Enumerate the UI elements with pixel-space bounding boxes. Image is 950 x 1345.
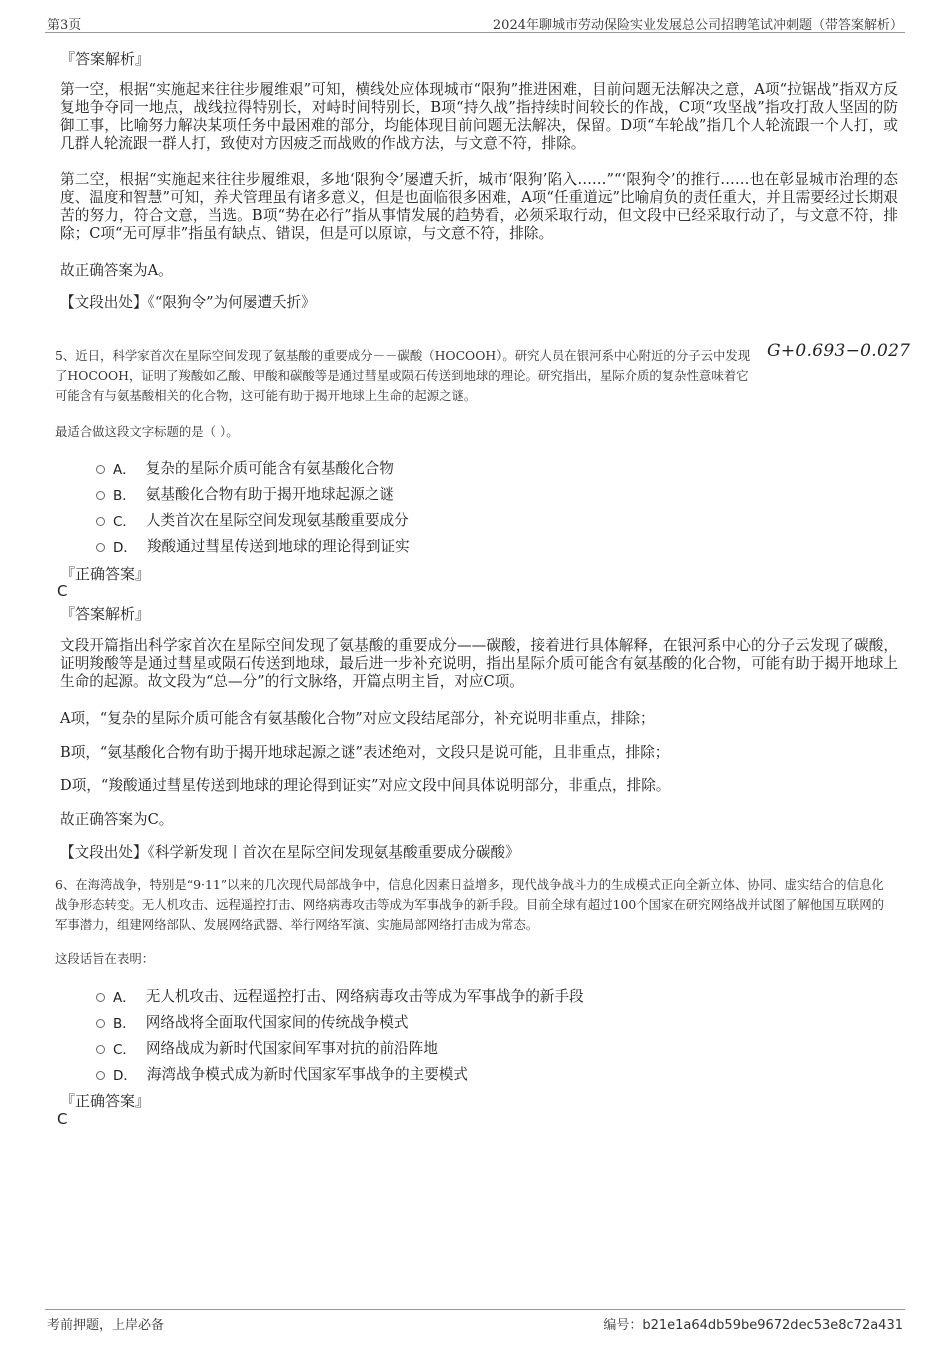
radio-icon[interactable] xyxy=(96,543,105,552)
q5-stem: 5、近日，科学家首次在星际空间发现了氨基酸的重要成分－－碳酸（HOCOOH）。研究人员在银河系中心附近的分子云中发现了HOCOOH，证明了羧酸如乙酸、甲酸和碳酸等是通过彗星或陨石传送到地球的理论。研究指出，星际介质的复杂性意味着它可能含有与氨基酸相关的化合物，这可能有助于揭开地球上生命的起源之谜。 xyxy=(55,348,751,403)
q5-source: 【文段出处】《科学新发现丨首次在星际空间发现氨基酸重要成分碳酸》 xyxy=(60,844,520,861)
footer-id-value: b21e1a64db59be9672dec53e8c72a431 xyxy=(642,1318,903,1333)
q5-answer-label: 『正确答案』 xyxy=(60,565,151,583)
q6-answer-label: 『正确答案』 xyxy=(60,1092,151,1110)
header-divider xyxy=(45,32,905,33)
option-text: 羧酸通过彗星传送到地球的理论得到证实 xyxy=(146,538,410,555)
option-text: 无人机攻击、远程遥控打击、网络病毒攻击等成为军事战争的新手段 xyxy=(145,988,584,1005)
q5-answer: C xyxy=(57,582,68,600)
q5-analysis: 文段开篇指出科学家首次在星际空间发现了氨基酸的重要成分——碳酸，接着进行具体解释，在银河系中心的分子云发现了碳酸，证明羧酸等是通过彗星或陨石传送到地球，最后进一步补充说明，指出星际介质可能含有氨基酸的化合物，可能有助于揭开地球上生命的起源。故文段为“总—分”的行文脉络，开篇点明主旨，对应C项。 xyxy=(60,637,898,690)
footer-id-label: 编号： xyxy=(603,1318,643,1333)
option-text: 海湾战争模式成为新时代国家军事战争的主要模式 xyxy=(146,1066,468,1083)
q5-explain-b: B项，“氨基酸化合物有助于揭开地球起源之谜”表述绝对，文段只是说可能，且非重点，排除； xyxy=(60,744,670,761)
document-title: 2024年聊城市劳动保险实业发展总公司招聘笔试冲刺题（带答案解析） xyxy=(492,18,903,33)
option-letter: C． xyxy=(113,513,136,530)
q6-answer: C xyxy=(57,1110,68,1128)
q4-analysis-para2: 第二空，根据“实施起来往往步履维艰，多地‘限狗令’屡遭夭折，城市‘限狗’陷入……”“‘限狗令’的推行……也在彰显城市治理的态度、温度和智慧”可知，养犬管理虽有诸多意义，但是也面临很多困难，A项“任重道远”比喻肩负的责任重大，并且需要经过长期艰苦的努力，符合文意，当选。B项“势在必行”指从事情发展的趋势看，必须采取行动，但文段中已经采取行动了，与文意不符，排除；C项“无可厚非”指虽有缺点、错误，但是可以原谅，与文意不符，排除。 xyxy=(60,171,898,242)
q6-prompt: 这段话旨在表明： xyxy=(55,951,155,966)
radio-icon[interactable] xyxy=(96,517,105,526)
q5-option-d[interactable] xyxy=(96,535,410,556)
q5-explain-a: A项，“复杂的星际介质可能含有氨基酸化合物”对应文段结尾部分，补充说明非重点，排除； xyxy=(60,710,655,727)
footer-divider xyxy=(45,1309,905,1310)
option-letter: A． xyxy=(113,461,136,478)
radio-icon[interactable] xyxy=(96,1071,105,1080)
option-letter: B． xyxy=(113,487,136,504)
radio-icon[interactable] xyxy=(96,491,105,500)
q5-analysis-label: 『答案解析』 xyxy=(60,605,151,623)
q4-source: 【文段出处】《“限狗令”为何屡遭夭折》 xyxy=(60,294,316,311)
q4-analysis-para1: 第一空，根据“实施起来往往步履维艰”可知，横线处应体现城市“限狗”推进困难，目前问题无法解决之意，A项“拉锯战”指双方反复地争夺同一地点，战线拉得特别长，对峙时间特别长，B项“持久战”指持续时间较长的作战，C项“攻坚战”指攻打敌人坚固的防御工事，比喻努力解决某项任务中最困难的部分，均能体现目前问题无法解决，保留。D项“车轮战”指几个人轮流跟一个人打，或几群人轮流跟一群人打，致使对方因疲乏而战败的作战方法，与文意不符，排除。 xyxy=(60,81,898,152)
q6-option-d[interactable] xyxy=(96,1063,468,1084)
radio-icon[interactable] xyxy=(96,1045,105,1054)
option-letter: B． xyxy=(113,1015,136,1032)
q5-formula: G+0.693−0.027 xyxy=(767,341,911,361)
q5-option-c[interactable] xyxy=(96,509,409,530)
option-letter: A． xyxy=(113,989,136,1006)
q5-option-b[interactable] xyxy=(96,483,394,504)
radio-icon[interactable] xyxy=(96,1019,105,1028)
q4-conclusion: 故正确答案为A。 xyxy=(60,262,173,279)
q5-prompt: 最适合做这段文字标题的是（ ）。 xyxy=(55,424,239,439)
option-letter: D． xyxy=(113,1067,137,1084)
radio-icon[interactable] xyxy=(96,465,105,474)
option-text: 网络战将全面取代国家间的传统战争模式 xyxy=(145,1014,409,1031)
q5-option-a[interactable] xyxy=(96,457,394,478)
footer-id xyxy=(603,1314,903,1333)
option-text: 网络战成为新时代国家间军事对抗的前沿阵地 xyxy=(145,1040,438,1057)
q5-conclusion: 故正确答案为C。 xyxy=(60,811,174,828)
option-text: 人类首次在星际空间发现氨基酸重要成分 xyxy=(145,512,409,529)
page-number: 第3页 xyxy=(47,18,82,33)
q6-stem: 6、在海湾战争，特别是“9·11”以来的几次现代局部战争中，信息化因素日益增多，现代战争战斗力的生成模式正向全新立体、协同、虚实结合的信息化战争形态转变。无人机攻击、远程遥控打击、网络病毒攻击等成为军事战争的新手段。目前全球有超过100个国家在研究网络战并试图了解他国互联网的军事潜力，组建网络部队、发展网络武器、举行网络军演、实施局部网络打击成为常态。 xyxy=(55,877,885,932)
option-text: 复杂的星际介质可能含有氨基酸化合物 xyxy=(145,460,394,477)
q4-analysis-label: 『答案解析』 xyxy=(60,50,151,68)
option-letter: D． xyxy=(113,539,137,556)
q6-option-a[interactable] xyxy=(96,985,584,1006)
option-text: 氨基酸化合物有助于揭开地球起源之谜 xyxy=(145,486,394,503)
q5-explain-d: D项，“羧酸通过彗星传送到地球的理论得到证实”对应文段中间具体说明部分，非重点，排除。 xyxy=(60,777,671,794)
option-letter: C． xyxy=(113,1041,136,1058)
q6-option-c[interactable] xyxy=(96,1037,438,1058)
footer-slogan: 考前押题，上岸必备 xyxy=(47,1318,165,1333)
radio-icon[interactable] xyxy=(96,993,105,1002)
q6-option-b[interactable] xyxy=(96,1011,408,1032)
